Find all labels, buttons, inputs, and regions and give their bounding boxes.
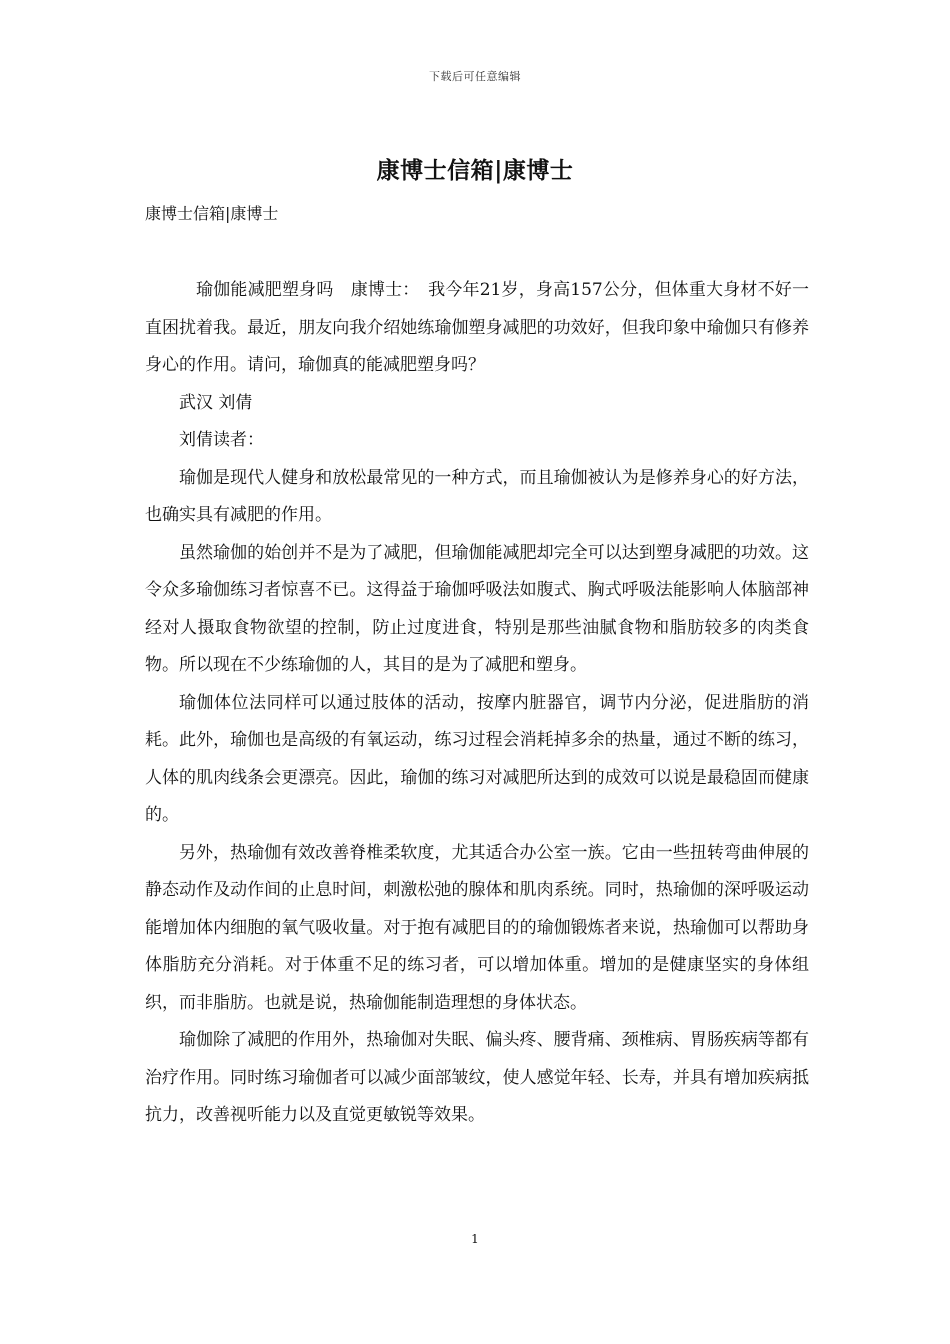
paragraph-hot-yoga: 另外，热瑜伽有效改善脊椎柔软度，尤其适合办公室一族。它由一些扭转弯曲伸展的静态动作及动作间的止息时间，刺激松弛的腺体和肌肉系统。同时，热瑜伽的深呼吸运动能增加体内细胞的氧气吸收量。对于抱有减肥目的的瑜伽锻炼者来说，热瑜伽可以帮助身体脂肪充分消耗。对于体重不足的练习者，可以增加体重。增加的是健康坚实的身体组织，而非脂肪。也就是说，热瑜伽能制造理想的身体状态。 [145,842,809,1013]
paragraph-salutation: 刘倩读者： [179,430,264,450]
paragraph-breathing: 虽然瑜伽的始创并不是为了减肥，但瑜伽能减肥却完全可以达到塑身减肥的功效。这令众多瑜伽练习者惊喜不已。这得益于瑜伽呼吸法如腹式、胸式呼吸法能影响人体脑部神经对人摄取食物欲望的控制，防止过度进食，特别是那些油腻食物和脂肪较多的肉类食物。所以现在不少练瑜伽的人，其目的是为了减肥和塑身。 [145,542,809,675]
paragraph-answer-intro: 瑜伽是现代人健身和放松最常见的一种方式，而且瑜伽被认为是修养身心的好方法，也确实具有减肥的作用。 [145,467,809,525]
header-note: 下载后可任意编辑 [429,70,521,83]
paragraph-postures: 瑜伽体位法同样可以通过肢体的活动，按摩内脏器官，调节内分泌，促进脂肪的消耗。此外，瑜伽也是高级的有氧运动，练习过程会消耗掉多余的热量，通过不断的练习，人体的肌肉线条会更漂亮。因此，瑜伽的练习对减肥所达到的成效可以说是最稳固而健康的。 [145,692,809,825]
paragraph-signature: 武汉 刘倩 [179,392,253,413]
paragraph-question: 瑜伽能减肥塑身吗 康博士： 我今年21岁，身高157公分，但体重大身材不好一直困扰着我。最近，朋友向我介绍她练瑜伽塑身减肥的功效好，但我印象中瑜伽只有修养身心的作用。请问，瑜伽真的能减肥塑身吗？ [145,280,809,375]
page-number: 1 [471,1232,479,1246]
document-title: 康博士信箱|康博士 [376,157,574,184]
paragraph-other-benefits: 瑜伽除了减肥的作用外，热瑜伽对失眠、偏头疼、腰背痛、颈椎病、胃肠疾病等都有治疗作用。同时练习瑜伽者可以减少面部皱纹，使人感觉年轻、长寿，并具有增加疾病抵抗力，改善视听能力以及直觉更敏锐等效果。 [145,1030,809,1125]
document-subtitle: 康博士信箱|康博士 [145,204,279,223]
document-body [145,272,809,1135]
